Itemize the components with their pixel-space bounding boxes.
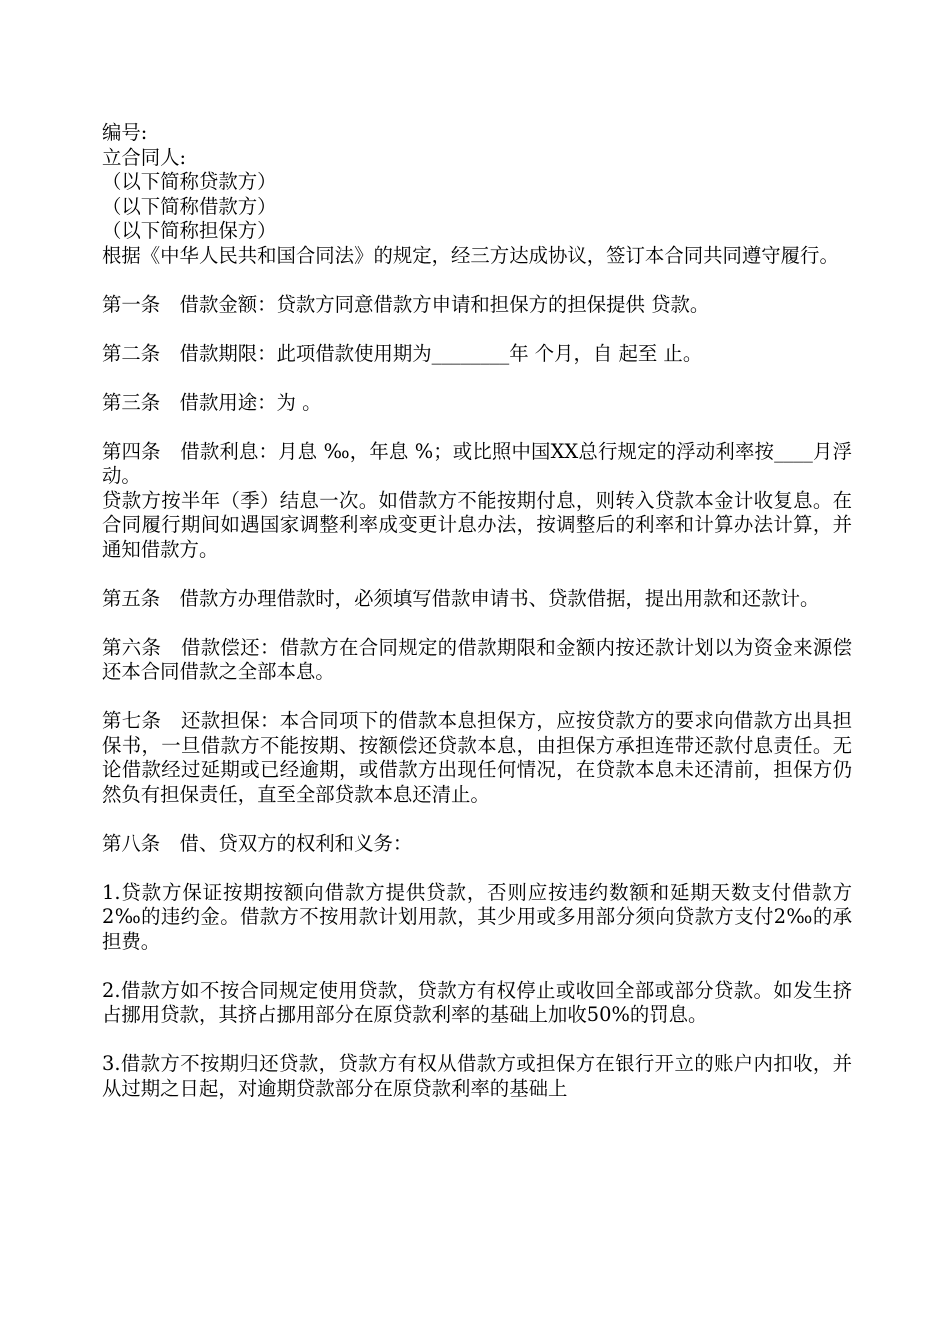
article-5-application: 第五条 借款方办理借款时，必须填写借款申请书、贷款借据，提出用款和还款计。: [102, 586, 820, 610]
paragraph-spacer: [102, 415, 852, 440]
article-1-loan-amount: 第一条 借款金额：贷款方同意借款方申请和担保方的担保提供 贷款。: [102, 292, 710, 316]
contract-body: [102, 121, 852, 1101]
borrower-party-line: （以下简称借款方）: [102, 194, 277, 218]
article-3-loan-purpose: 第三条 借款用途：为 。: [102, 390, 322, 414]
article-6-repayment: 第六条 借款偿还：借款方在合同规定的借款期限和金额内按还款计划以为资金来源偿还本合同借款之全部本息。: [102, 635, 852, 683]
paragraph-spacer: [102, 954, 852, 979]
lender-party-line: （以下简称贷款方）: [102, 170, 277, 193]
clause-1-lender-obligation: 1.贷款方保证按期按额向借款方提供贷款，否则应按违约数额和延期天数支付借款方2‰的违约金。借款方不按用款计划用款，其少用或多用部分须向贷款方支付2‰的承担费。: [102, 880, 852, 953]
article-4-loan-interest: 第四条 借款利息：月息 ‰，年息 %；或比照中国XX总行规定的浮动利率按____月浮动。: [102, 439, 852, 487]
paragraph-spacer: [102, 1028, 852, 1053]
paragraph-spacer: [102, 807, 852, 832]
paragraph-spacer: [102, 856, 852, 881]
paragraph-spacer: [102, 268, 852, 293]
article-2-loan-term: 第二条 借款期限：此项借款使用期为________年 个月，自 起至 止。: [102, 341, 703, 365]
paragraph-spacer: [102, 317, 852, 342]
contract-number-label: 编号:: [102, 121, 148, 144]
article-8-rights-obligations: 第八条 借、贷双方的权利和义务：: [102, 831, 413, 855]
paragraph-spacer: [102, 685, 852, 710]
contract-parties-label: 立合同人:: [102, 145, 187, 169]
article-4-interest-settlement: 贷款方按半年（季）结息一次。如借款方不能按期付息，则转入贷款本金计收复息。在合同履行期间如遇国家调整利率成变更计息办法，按调整后的利率和计算办法计算，并通知借款方。: [102, 488, 852, 561]
clause-2-misuse-penalty: 2.借款方如不按合同规定使用贷款，贷款方有权停止或收回全部或部分贷款。如发生挤占挪用贷款，其挤占挪用部分在原贷款利率的基础上加收50%的罚息。: [102, 978, 852, 1026]
guarantor-party-line: （以下简称担保方）: [102, 219, 277, 242]
preamble-paragraph: 根据《中华人民共和国合同法》的规定，经三方达成协议，签订本合同共同遵守履行。: [102, 243, 839, 267]
clause-3-overdue-repayment: 3.借款方不按期归还贷款，贷款方有权从借款方或担保方在银行开立的账户内扣收，并从过期之日起，对逾期贷款部分在原贷款利率的基础上: [102, 1052, 852, 1100]
paragraph-spacer: [102, 366, 852, 391]
article-7-guarantee: 第七条 还款担保：本合同项下的借款本息担保方，应按贷款方的要求向借款方出具担保书，一旦借款方不能按期、按额偿还贷款本息，由担保方承担连带还款付息责任。无论借款经过延期或已经逾期，或借款方出现任何情况，在贷款本息未还清前，担保方仍然负有担保责任，直至全部贷款本息还清止。: [102, 709, 852, 806]
paragraph-spacer: [102, 562, 852, 587]
paragraph-spacer: [102, 611, 852, 636]
